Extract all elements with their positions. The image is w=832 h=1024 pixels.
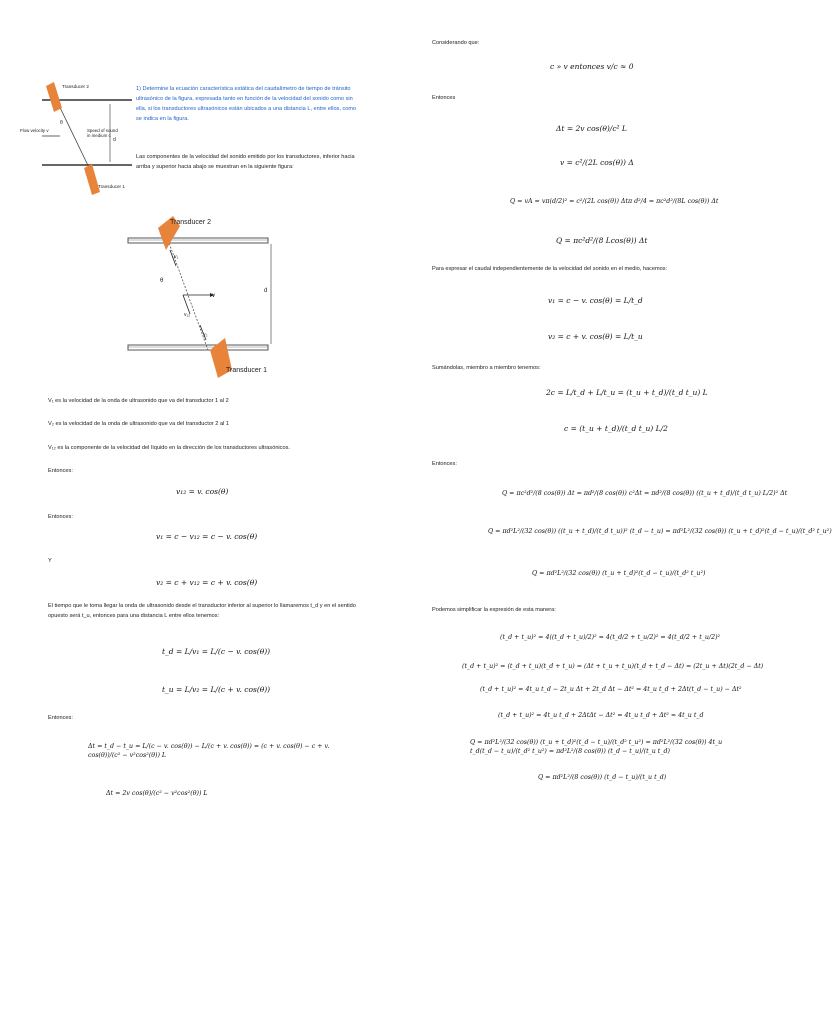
entonces-label: Entonces: bbox=[48, 715, 73, 721]
eq-simplify-3: (t_d + t_u)² = 4t_u t_d − 2t_u Δt + 2t_d Δt − Δt² = 4t_u t_d + 2Δt(t_d − t_u) − Δt² bbox=[480, 686, 742, 693]
entonces-label: Entonces: bbox=[48, 514, 73, 520]
eq-simplify-6: Q = πd²L²/(8 cos(θ)) (t_d − t_u)/(t_u t_d) bbox=[538, 774, 667, 781]
eq-tu: t_u = L/v₂ = L/(c + v. cos(θ)) bbox=[162, 685, 271, 694]
large-transducer2-label: Transducer 2 bbox=[170, 219, 211, 226]
large-d-label: d bbox=[264, 288, 268, 294]
simplificar-text: Podemos simplificar la expresión de esta manera: bbox=[432, 607, 556, 613]
eq-q-4: Q = πd²L²/(32 cos(θ)) ((t_u + t_d)/(t_d t_u))² (t_d − t_u) = πd²L²/(32 cos(θ)) (t_u + t_d)²(t_d − t_u)/(t_d² t_u²) bbox=[488, 528, 832, 535]
eq-delta-t-2: Δt = 2v cos(θ)/(c² − v²cos²(θ)) L bbox=[106, 790, 208, 797]
eq-c: c = (t_u + t_d)/(t_d t_u) L/2 bbox=[564, 424, 668, 433]
eq-condition: c » v entonces v/c ≈ 0 bbox=[550, 62, 634, 71]
eq-simplify-2: (t_d + t_u)² = (t_d + t_u)(t_d + t_u) = (Δt + t_u + t_u)(t_d + t_d − Δt) = (2t_u + Δt)(2t_d − Δt) bbox=[462, 663, 764, 670]
expresar-text: Para expresar el caudal independientemente de la velocidad del sonido en el medio, hacemos: bbox=[432, 266, 668, 272]
eq-simplify-5: Q = πd²L²/(32 cos(θ)) (t_u + t_d)²(t_d − t_u)/(t_d² t_u²) = πd²L²/(32 cos(θ)) 4t_u t_d(t_d − t_u)/(t_d² t_u²) = πd²L²/(8 cos(θ)) (t_d − t_u)/(t_u t_d) bbox=[470, 739, 723, 755]
eq-2c: 2c = L/t_d + L/t_u = (t_u + t_d)/(t_d t_u) L bbox=[546, 388, 708, 397]
large-v1-label: v₁ bbox=[174, 254, 179, 260]
eq-v2-tu: v₂ = c + v. cos(θ) = L/t_u bbox=[548, 332, 643, 341]
entonces-label: Entonces bbox=[432, 95, 456, 101]
eq-q-3: Q = πc²d²/(8 cos(θ)) Δt = πd²/(8 cos(θ)) c²Δt = πd²/(8 cos(θ)) ((t_u + t_d)/(t_d t_u) L/2)² Δt bbox=[502, 490, 788, 497]
eq-simplify-1: (t_d + t_u)² = 4((t_d + t_u)/2)² = 4(t_d/2 + t_u/2)² = 4(t_d/2 + t_u/2)² bbox=[500, 634, 721, 641]
large-v12-label: v₁₂ bbox=[184, 312, 191, 318]
components-text: Las componentes de la velocidad del sonido emitido por los transductores, inferior hacia arriba y superior hacia abajo se muestran en la siguiente figura: bbox=[136, 154, 355, 170]
eq-v1: v₁ = c − v₁₂ = c − v. cos(θ) bbox=[156, 532, 258, 541]
y-label: Y bbox=[48, 558, 52, 564]
entonces-label: Entonces: bbox=[432, 461, 457, 467]
transducer-2-block bbox=[46, 82, 62, 112]
eq-v1-td: v₁ = c − v. cos(θ) = L/t_d bbox=[548, 296, 643, 305]
problem-statement: 1) Determine la ecuación característica estática del caudalímetro de tiempo de tránsito ultrasónico de la figura, expresada tanto en función de la velocidad del sonido como sin ella, si los transductores ultrasónicos están ubicados a una distancia L, entre ellos, como se indica en la figura. bbox=[136, 86, 357, 122]
large-transducer1-label: Transducer 1 bbox=[226, 367, 267, 374]
small-transducer1-label: Transducer 1 bbox=[98, 184, 125, 189]
eq-q-1: Q = vA = vπ(d/2)² = c²/(2L cos(θ)) Δtπ d²/4 = πc²d²/(8L cos(θ)) Δt bbox=[510, 198, 719, 205]
small-transducer2-label: Transducer 2 bbox=[62, 84, 89, 89]
def-v1: V₁ es la velocidad de la onda de ultrasonido que va del transductor 1 al 2 bbox=[48, 398, 229, 404]
def-v2: V₂ es la velocidad de la onda de ultrasonido que va del transductor 2 al 1 bbox=[48, 421, 229, 427]
pipe-diagram-large bbox=[128, 210, 268, 380]
eq-dt-approx: Δt = 2v cos(θ)/c² L bbox=[556, 124, 627, 133]
eq-v12: v₁₂ = v. cos(θ) bbox=[176, 487, 229, 496]
entonces-label: Entonces: bbox=[48, 468, 73, 474]
eq-q-5: Q = πd²L²/(32 cos(θ)) (t_u + t_d)²(t_d − t_u)/(t_d² t_u²) bbox=[532, 570, 706, 577]
small-flow-label: Flow velocity v bbox=[20, 128, 49, 133]
eq-delta-t-1: Δt = t_d − t_u = L/(c − v. cos(θ)) − L/(c + v. cos(θ)) = (c + v. cos(θ) − c + v. cos(θ))/(c² − v²cos²(θ)) L bbox=[88, 743, 330, 759]
large-theta-label: θ bbox=[160, 278, 164, 284]
large-v-label: v bbox=[212, 293, 215, 299]
tiempo-text: El tiempo que le toma llegar la onda de ultrasonido desde el transductor inferior al superior lo llamaremos t_d y en el sentido opuesto será t_u, entonces para una distancia L entre ellos tenemos: bbox=[48, 603, 356, 619]
considerando-label: Considerando que: bbox=[432, 40, 480, 46]
small-d-label: d bbox=[113, 137, 116, 143]
def-v12: V₁₂ es la componente de la velocidad del líquido en la dirección de los transductores ultrasónicos. bbox=[48, 445, 290, 451]
eq-v-flow: v = c²/(2L cos(θ)) Δ bbox=[560, 158, 634, 167]
small-sound-label: Speed of sound in medium c bbox=[87, 128, 118, 138]
sumandolas-text: Sumándolas, miembro a miembro tenemos: bbox=[432, 365, 541, 371]
large-v2-label: v₂ bbox=[203, 332, 208, 338]
eq-td: t_d = L/v₁ = L/(c − v. cos(θ)) bbox=[162, 647, 271, 656]
eq-v2: v₂ = c + v₁₂ = c + v. cos(θ) bbox=[156, 578, 258, 587]
eq-q-2: Q = πc²d²/(8 Lcos(θ)) Δt bbox=[556, 236, 648, 245]
small-theta-label: θ bbox=[60, 120, 63, 126]
eq-simplify-4: (t_d + t_u)² = 4t_u t_d + 2ΔtΔt − Δt² = 4t_u t_d + Δt² ≈ 4t_u t_d bbox=[498, 712, 704, 719]
